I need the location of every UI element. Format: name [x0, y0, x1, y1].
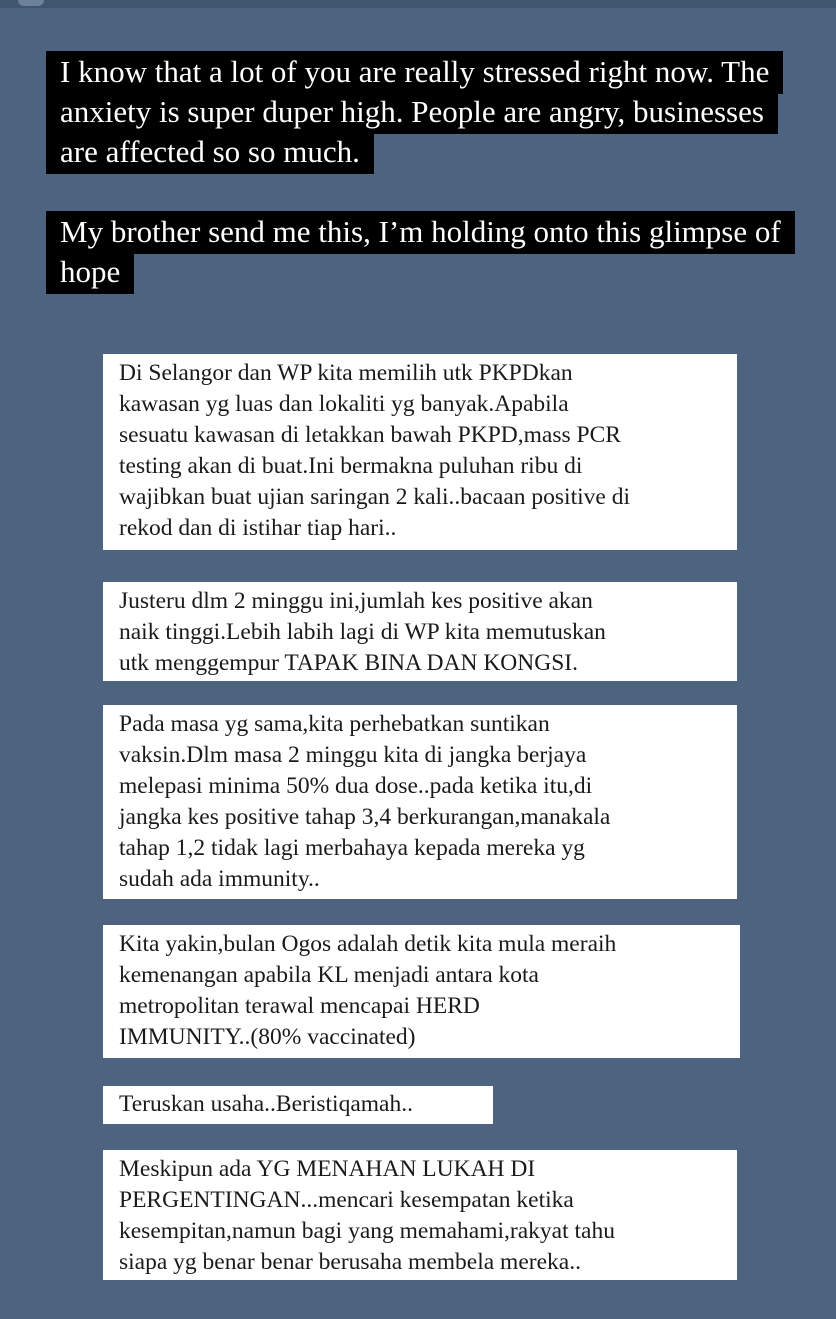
message-card-herd-immunity: Kita yakin,bulan Ogos adalah detik kita mula meraih kemenangan apabila KL menjadi antara kota metropolitan terawal mencapai HERD IMMUNITY..(80% vaccinated) [103, 925, 740, 1058]
message-card-encouragement: Teruskan usaha..Beristiqamah.. [103, 1086, 493, 1124]
story-caption-hope [46, 212, 800, 292]
message-card-pkpd: Di Selangor dan WP kita memilih utk PKPDkan kawasan yg luas dan lokaliti yg banyak.Apabila sesuatu kawasan di letakkan bawah PKPD,mass PCR testing akan di buat.Ini bermakna puluhan ribu di wajibkan buat ujian saringan 2 kali..bacaan positive di rekod dan di istihar tiap hari.. [103, 354, 737, 550]
cropped-status-icon [18, 0, 44, 6]
message-card-closing: Meskipun ada YG MENAHAN LUKAH DI PERGENTINGAN...mencari kesempatan ketika kesempitan,namun bagi yang memahami,rakyat tahu siapa yg benar benar berusaha membela mereka.. [103, 1150, 737, 1280]
caption-text: I know that a lot of you are really stressed right now. The anxiety is super duper high. People are angry, businesses are affected so so much. [46, 51, 783, 174]
story-caption-stress [46, 52, 800, 172]
caption-text: My brother send me this, I’m holding onto this glimpse of hope [46, 211, 795, 294]
story-top-edge [0, 0, 836, 8]
message-card-vaccination: Pada masa yg sama,kita perhebatkan suntikan vaksin.Dlm masa 2 minggu kita di jangka berjaya melepasi minima 50% dua dose..pada ketika itu,di jangka kes positive tahap 3,4 berkurangan,manakala tahap 1,2 tidak lagi merbahaya kepada mereka yg sudah ada immunity.. [103, 705, 737, 899]
message-card-positive-cases: Justeru dlm 2 minggu ini,jumlah kes positive akan naik tinggi.Lebih labih lagi di WP kita memutuskan utk menggempur TAPAK BINA DAN KONGSI. [103, 582, 737, 681]
